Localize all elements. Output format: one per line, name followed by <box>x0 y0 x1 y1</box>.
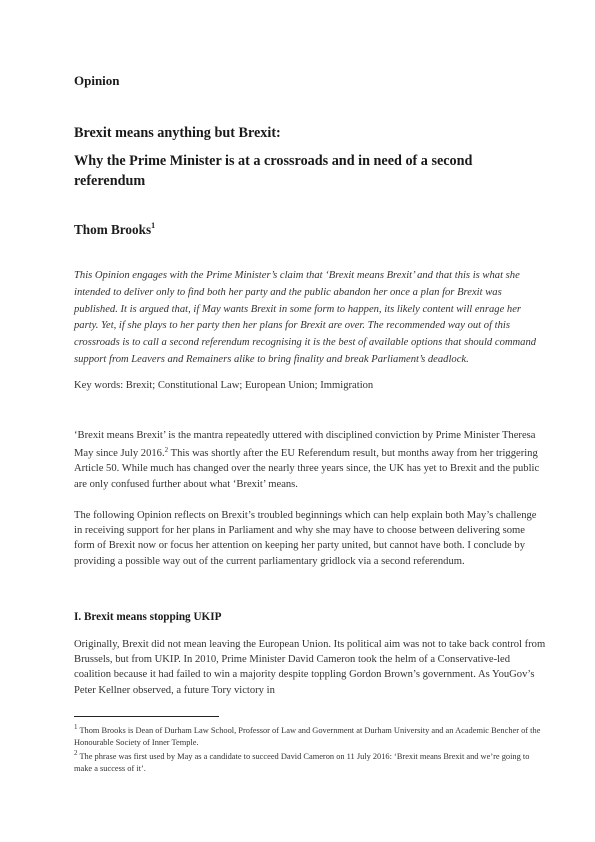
footnote-2-text: The phrase was first used by May as a candidate to succeed David Cameron on 11 July 2016: ‘Brexit means Brexit and we’re going to make a success of it’. <box>74 752 530 773</box>
author-footnote-mark: 1 <box>151 221 156 230</box>
author-line <box>74 221 155 238</box>
footnote-1-mark: 1 <box>74 723 78 731</box>
footnote-2-mark: 2 <box>74 749 78 758</box>
body-paragraph-2: The following Opinion reflects on Brexit’s troubled beginnings which can help explain both May’s challenge in receiving support for her plans in Parliament and why she may have to choose between delivering some form of Brexit now or focus her attention on keeping her party united, but cannot have both. I conclude by providing a possible way out of the current parliamentary gridlock via a second referendum. <box>74 510 537 567</box>
footnote-2 <box>74 748 546 774</box>
footnote-1-text: Thom Brooks is Dean of Durham Law School, Professor of Law and Government at Durham University and an Academic Bencher of the Honourable Society of Inner Temple. <box>74 726 541 747</box>
keywords: Key words: Brexit; Constitutional Law; European Union; Immigration <box>74 380 374 391</box>
article-title: Brexit means anything but Brexit: <box>74 125 281 141</box>
section-label: Opinion <box>74 73 120 88</box>
article-subtitle: Why the Prime Minister is at a crossroads and in need of a second referendum <box>74 153 473 189</box>
abstract: This Opinion engages with the Prime Minister’s claim that ‘Brexit means Brexit’ and that this is what she intended to deliver only to find both her party and the public abandon her once a plan for Brexit was published. It is argued that, if May wants Brexit in some form to happen, its likely content will enrage her party. Yet, if she plays to her party then her plans for Brexit are over. The recommended way out of this crossroads is to call a second referendum recognising it is the best of available options that should command support from Leavers and Remainers alike to bring finality and break Parliament’s deadlock. <box>74 270 537 365</box>
paragraph-1-text-a: ‘Brexit means Brexit’ is the mantra repeatedly uttered with disciplined conviction by Prime Minister Theresa May since July 2016. <box>74 430 536 460</box>
author-name: Thom Brooks <box>74 222 152 237</box>
footnotes <box>74 722 546 774</box>
footnote-divider <box>74 716 219 717</box>
paragraph-1-text-b: This was shortly after the EU Referendum result, but months away from her triggering Article 50. While much has changed over the nearly three years since, the UK has yet to Brexit and the public are only confused further about what ‘Brexit’ means. <box>74 448 540 490</box>
section-heading: I. Brexit means stopping UKIP <box>74 611 222 623</box>
footnote-1 <box>74 722 546 748</box>
body-paragraph-1 <box>74 428 546 492</box>
body-paragraph-3: Originally, Brexit did not mean leaving the European Union. Its political aim was not to take back control from Brussels, but from UKIP. In 2010, Prime Minister David Cameron took the helm of a Conservative-led coalition because it had failed to win a majority despite toppling Gordon Brown’s government. As YouGov’s Peter Kellner observed, a future Tory victory in <box>74 639 546 696</box>
footnote-ref-2: 2 <box>164 446 169 455</box>
